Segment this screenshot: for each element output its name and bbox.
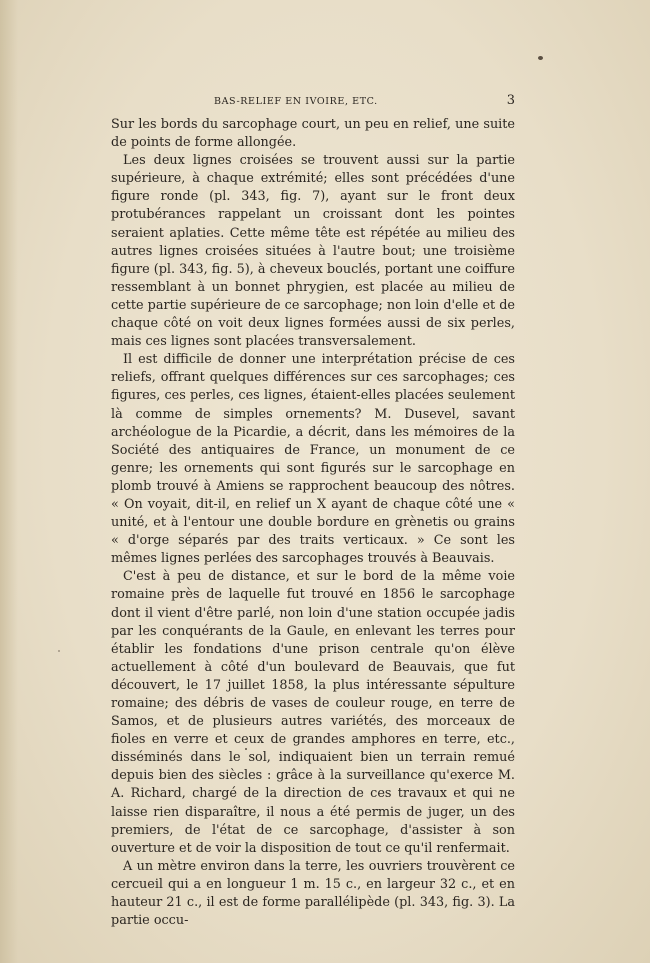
paragraph: C'est à peu de distance, et sur le bord de la même voie romaine près de laquelle fut trouvé en 1856 le sarcophage dont il vient d'être parlé, non loin d'une station occupée jadis par les conquérants de la Gaule, en enlevant les terres pour établir les fondations d'une prison centrale qu'on élève actuellement à côté d'un boulevard de Beauvais, que fut découvert, le 17 juillet 1858, la plus intéressante sépulture romaine; des débris de vases de couleur rouge, en terre de Samos, et de plusieurs autres variétés, des morceaux de fioles en verre et ceux de grandes amphores en terre, etc., disséminés dans le sol, indiquaient bien un terrain remué depuis bien des siècles : grâce à la surveillance qu'exerce M. A. Richard, chargé de la direction de ces travaux et qui ne laisse rien disparaître, il nous a été permis de juger, un des premiers, de l'état de ce sarcophage, d'assister à son ouverture et de voir la disposition de tout ce qu'il renfermait. <box>111 569 515 856</box>
ink-speck <box>538 56 543 60</box>
paragraph: Les deux lignes croisées se trouvent aussi sur la partie supérieure, à chaque extrémité; elles sont précédées d'une figure ronde (pl. 343, fig. 7), ayant sur le front deux protubérances rappelant un croissant dont les pointes seraient aplaties. Cette même tête est répétée au milieu des autres lignes croisées situées à l'autre bout; une troisième figure (pl. 343, fig. 5), à cheveux bouclés, portant une coiffure ressemblant à un bonnet phrygien, est placée au milieu de cette partie supérieure de ce sarcophage; non loin d'elle et de chaque côté on voit deux lignes formées aussi de six perles, mais ces lignes sont placées transversalement. <box>111 153 515 350</box>
running-head: BAS-RELIEF EN IVOIRE, ETC. <box>214 96 378 107</box>
page-number: 3 <box>506 93 515 108</box>
paragraph: Il est difficile de donner une interprétation précise de ces reliefs, offrant quelques différences sur ces sarcophages; ces figures, ces perles, ces lignes, étaient-elles placées seulement là comme de simples ornements? M. Dusevel, savant archéologue de la Picardie, a décrit, dans les mémoires de la Société des antiquaires de France, un monument de ce genre; les ornements qui sont figurés sur le sarcophage en plomb trouvé à Amiens se rapprochent beaucoup des nôtres. « On voyait, dit-il, en relief un X ayant de chaque côté une « unité, et à l'entour une double bordure en grènetis ou grains « d'orge séparés par des traits verticaux. » Ce sont les mêmes lignes perlées des sarcophages trouvés à Beauvais. <box>111 352 515 567</box>
paragraph: A un mètre environ dans la terre, les ouvriers trouvèrent ce cercueil qui a en longueur 1 m. 15 c., en largeur 32 c., et en hauteur 21 c., il est de forme parallélipède (pl. 343, fig. 3). La partie occu- <box>111 858 515 929</box>
paragraph: Sur les bords du sarcophage court, un peu en relief, une suite de points de forme allongée. <box>111 117 515 151</box>
body-text <box>111 116 515 930</box>
ink-speck <box>58 650 60 652</box>
page-edge-shadow <box>0 0 18 963</box>
page-header <box>111 94 515 110</box>
